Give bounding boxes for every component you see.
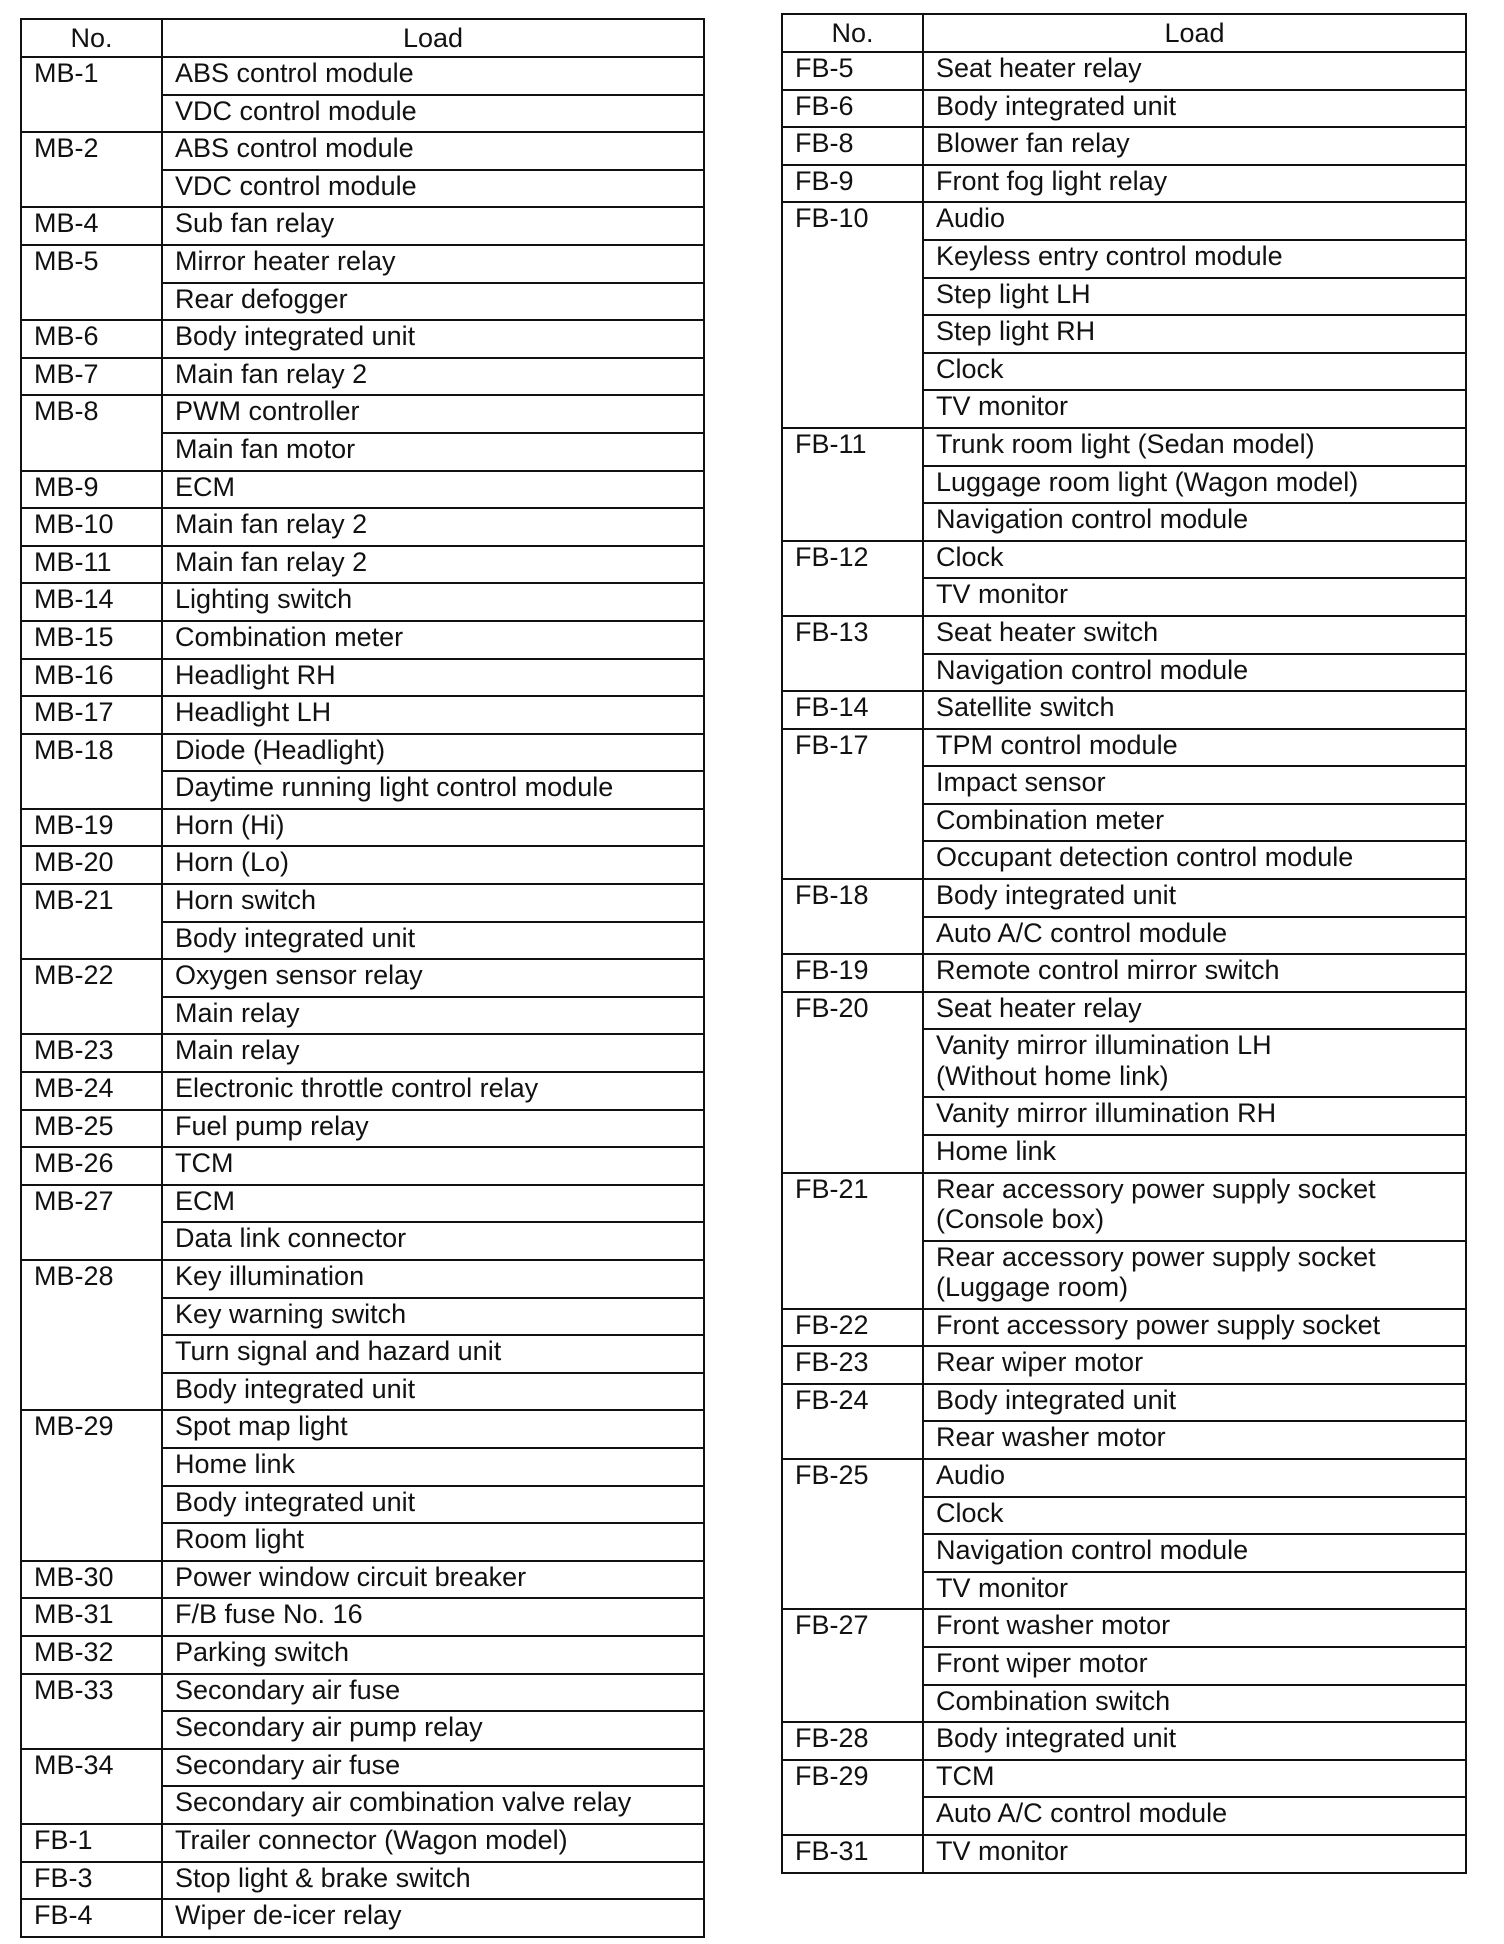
fuse-number: FB-27	[782, 1609, 923, 1722]
load-cell: Trunk room light (Sedan model)	[923, 428, 1466, 466]
table-row	[21, 1862, 704, 1900]
fuse-number: MB-34	[21, 1749, 162, 1824]
table-row	[782, 127, 1466, 165]
table-row	[782, 1309, 1466, 1347]
fuse-number: MB-14	[21, 583, 162, 621]
table-row	[782, 1346, 1466, 1384]
fuse-number: MB-22	[21, 959, 162, 1034]
table-row	[21, 809, 704, 847]
table-row	[21, 1598, 704, 1636]
fuse-number: MB-24	[21, 1072, 162, 1110]
load-cell: Fuel pump relay	[162, 1110, 704, 1148]
load-cell: Key warning switch	[162, 1298, 704, 1336]
load-cell: Vanity mirror illumination LH (Without home link)	[923, 1029, 1466, 1097]
load-cell: Clock	[923, 1497, 1466, 1535]
load-cell: Key illumination	[162, 1260, 704, 1298]
load-cell: Secondary air pump relay	[162, 1711, 704, 1749]
fuse-table-right	[781, 13, 1467, 1874]
table-row	[782, 90, 1466, 128]
load-cell: Home link	[923, 1135, 1466, 1173]
fuse-number: FB-12	[782, 541, 923, 616]
table-row	[782, 428, 1466, 466]
fuse-number: MB-4	[21, 207, 162, 245]
fuse-number: MB-26	[21, 1147, 162, 1185]
load-cell: Remote control mirror switch	[923, 954, 1466, 992]
table-row	[21, 1072, 704, 1110]
load-cell: Body integrated unit	[923, 90, 1466, 128]
fuse-number: MB-20	[21, 846, 162, 884]
fuse-number: FB-3	[21, 1862, 162, 1900]
load-cell: Main fan relay 2	[162, 508, 704, 546]
fuse-number: FB-18	[782, 879, 923, 954]
load-cell: Main fan relay 2	[162, 358, 704, 396]
load-cell: Front fog light relay	[923, 165, 1466, 203]
fuse-number: MB-33	[21, 1674, 162, 1749]
table-row	[21, 1749, 704, 1787]
load-cell: Combination switch	[923, 1685, 1466, 1723]
load-cell: Navigation control module	[923, 503, 1466, 541]
load-cell: Horn (Lo)	[162, 846, 704, 884]
fuse-number: MB-19	[21, 809, 162, 847]
load-cell: Combination meter	[162, 621, 704, 659]
table-row	[782, 992, 1466, 1030]
table-row	[21, 696, 704, 734]
header-load: Load	[923, 14, 1466, 52]
load-cell: TV monitor	[923, 1572, 1466, 1610]
fuse-number: MB-7	[21, 358, 162, 396]
load-cell: Navigation control module	[923, 1534, 1466, 1572]
header-no: No.	[21, 19, 162, 57]
load-cell: Power window circuit breaker	[162, 1561, 704, 1599]
fuse-number: MB-27	[21, 1185, 162, 1260]
load-cell: Blower fan relay	[923, 127, 1466, 165]
load-cell: Clock	[923, 541, 1466, 579]
load-cell: ECM	[162, 1185, 704, 1223]
header-no: No.	[782, 14, 923, 52]
load-cell: Wiper de-icer relay	[162, 1899, 704, 1937]
fuse-number: MB-1	[21, 57, 162, 132]
fuse-number: MB-11	[21, 546, 162, 584]
table-row	[21, 395, 704, 433]
table-row	[21, 1899, 704, 1937]
fuse-number: MB-21	[21, 884, 162, 959]
table-row	[782, 1173, 1466, 1241]
load-cell: Stop light & brake switch	[162, 1862, 704, 1900]
load-cell: VDC control module	[162, 95, 704, 133]
load-cell: TCM	[162, 1147, 704, 1185]
load-cell: Occupant detection control module	[923, 841, 1466, 879]
load-cell: Seat heater switch	[923, 616, 1466, 654]
fuse-number: MB-28	[21, 1260, 162, 1410]
table-row	[21, 245, 704, 283]
load-cell: Clock	[923, 353, 1466, 391]
load-cell: Electronic throttle control relay	[162, 1072, 704, 1110]
load-cell: Body integrated unit	[162, 1373, 704, 1411]
table-row	[21, 1260, 704, 1298]
fuse-table-left	[20, 18, 705, 1938]
load-cell: Secondary air fuse	[162, 1749, 704, 1787]
table-row	[782, 1722, 1466, 1760]
table-row	[782, 1384, 1466, 1422]
load-cell: Body integrated unit	[162, 922, 704, 960]
load-cell: Seat heater relay	[923, 52, 1466, 90]
table-row	[782, 1835, 1466, 1873]
table-row	[21, 1410, 704, 1448]
table-row	[21, 1034, 704, 1072]
fuse-number: FB-13	[782, 616, 923, 691]
load-cell: Horn switch	[162, 884, 704, 922]
load-cell: Room light	[162, 1523, 704, 1561]
fuse-number: MB-10	[21, 508, 162, 546]
fuse-number: FB-31	[782, 1835, 923, 1873]
table-row	[21, 1636, 704, 1674]
table-row	[782, 1609, 1466, 1647]
fuse-number: MB-5	[21, 245, 162, 320]
fuse-number: FB-6	[782, 90, 923, 128]
fuse-number: MB-9	[21, 471, 162, 509]
load-cell: ABS control module	[162, 57, 704, 95]
fuse-number: FB-23	[782, 1346, 923, 1384]
table-row	[21, 1561, 704, 1599]
table-row	[782, 616, 1466, 654]
load-cell: Headlight LH	[162, 696, 704, 734]
load-cell: Auto A/C control module	[923, 1797, 1466, 1835]
load-cell: Combination meter	[923, 804, 1466, 842]
load-cell: Vanity mirror illumination RH	[923, 1097, 1466, 1135]
fuse-number: MB-18	[21, 734, 162, 809]
table-row	[21, 508, 704, 546]
load-cell: VDC control module	[162, 170, 704, 208]
table-row	[782, 1760, 1466, 1798]
fuse-number: MB-29	[21, 1410, 162, 1560]
load-cell: Luggage room light (Wagon model)	[923, 466, 1466, 504]
load-cell: TV monitor	[923, 390, 1466, 428]
load-cell: Front washer motor	[923, 1609, 1466, 1647]
load-cell: Secondary air combination valve relay	[162, 1786, 704, 1824]
table-row	[21, 659, 704, 697]
fuse-number: MB-25	[21, 1110, 162, 1148]
fuse-number: MB-16	[21, 659, 162, 697]
load-cell: Secondary air fuse	[162, 1674, 704, 1712]
table-row	[782, 52, 1466, 90]
fuse-table-left-body	[21, 19, 704, 1937]
fuse-number: MB-23	[21, 1034, 162, 1072]
load-cell: TV monitor	[923, 1835, 1466, 1873]
table-row	[782, 954, 1466, 992]
load-cell: Front wiper motor	[923, 1647, 1466, 1685]
load-cell: Main fan relay 2	[162, 546, 704, 584]
table-row	[21, 959, 704, 997]
load-cell: ECM	[162, 471, 704, 509]
table-row	[782, 729, 1466, 767]
load-cell: Impact sensor	[923, 766, 1466, 804]
table-row	[782, 879, 1466, 917]
table-row	[21, 583, 704, 621]
table-row	[21, 1185, 704, 1223]
load-cell: F/B fuse No. 16	[162, 1598, 704, 1636]
load-cell: Data link connector	[162, 1222, 704, 1260]
load-cell: Home link	[162, 1448, 704, 1486]
load-cell: Diode (Headlight)	[162, 734, 704, 772]
fuse-table-right-body	[782, 14, 1466, 1873]
fuse-number: FB-25	[782, 1459, 923, 1609]
load-cell: Parking switch	[162, 1636, 704, 1674]
load-cell: Body integrated unit	[923, 1722, 1466, 1760]
table-row	[782, 691, 1466, 729]
load-cell: Body integrated unit	[162, 320, 704, 358]
load-cell: Body integrated unit	[162, 1486, 704, 1524]
fuse-number: FB-21	[782, 1173, 923, 1309]
header-load: Load	[162, 19, 704, 57]
load-cell: Spot map light	[162, 1410, 704, 1448]
load-cell: Seat heater relay	[923, 992, 1466, 1030]
fuse-number: MB-30	[21, 1561, 162, 1599]
load-cell: Rear accessory power supply socket (Luggage room)	[923, 1241, 1466, 1309]
load-cell: Turn signal and hazard unit	[162, 1335, 704, 1373]
load-cell: Sub fan relay	[162, 207, 704, 245]
table-row	[21, 884, 704, 922]
fuse-number: FB-11	[782, 428, 923, 541]
load-cell: Step light RH	[923, 315, 1466, 353]
load-cell: TPM control module	[923, 729, 1466, 767]
fuse-number: MB-2	[21, 132, 162, 207]
load-cell: TCM	[923, 1760, 1466, 1798]
table-row	[21, 1147, 704, 1185]
load-cell: Horn (Hi)	[162, 809, 704, 847]
table-row	[21, 207, 704, 245]
load-cell: Main relay	[162, 1034, 704, 1072]
fuse-number: FB-1	[21, 1824, 162, 1862]
load-cell: Step light LH	[923, 278, 1466, 316]
table-row	[21, 1674, 704, 1712]
fuse-number: FB-22	[782, 1309, 923, 1347]
load-cell: Body integrated unit	[923, 879, 1466, 917]
table-row	[21, 471, 704, 509]
fuse-number: FB-20	[782, 992, 923, 1173]
fuse-number: MB-17	[21, 696, 162, 734]
load-cell: Rear washer motor	[923, 1421, 1466, 1459]
fuse-number: MB-15	[21, 621, 162, 659]
load-cell: Rear defogger	[162, 283, 704, 321]
fuse-number: MB-8	[21, 395, 162, 470]
fuse-number: FB-29	[782, 1760, 923, 1835]
fuse-number: MB-31	[21, 1598, 162, 1636]
table-row	[21, 546, 704, 584]
fuse-number: FB-28	[782, 1722, 923, 1760]
load-cell: Main relay	[162, 997, 704, 1035]
fuse-number: FB-24	[782, 1384, 923, 1459]
fuse-number: FB-4	[21, 1899, 162, 1937]
load-cell: ABS control module	[162, 132, 704, 170]
header-row	[21, 19, 704, 57]
load-cell: Main fan motor	[162, 433, 704, 471]
fuse-number: FB-14	[782, 691, 923, 729]
load-cell: PWM controller	[162, 395, 704, 433]
fuse-number: FB-5	[782, 52, 923, 90]
load-cell: Rear wiper motor	[923, 1346, 1466, 1384]
table-row	[21, 358, 704, 396]
table-row	[21, 1110, 704, 1148]
table-row	[21, 132, 704, 170]
fuse-number: FB-10	[782, 202, 923, 428]
fuse-number: MB-6	[21, 320, 162, 358]
fuse-number: MB-32	[21, 1636, 162, 1674]
fuse-number: FB-17	[782, 729, 923, 879]
load-cell: Audio	[923, 1459, 1466, 1497]
table-row	[21, 734, 704, 772]
load-cell: Lighting switch	[162, 583, 704, 621]
header-row	[782, 14, 1466, 52]
load-cell: TV monitor	[923, 578, 1466, 616]
table-row	[21, 57, 704, 95]
load-cell: Audio	[923, 202, 1466, 240]
load-cell: Trailer connector (Wagon model)	[162, 1824, 704, 1862]
fuse-number: FB-19	[782, 954, 923, 992]
fuse-number: FB-8	[782, 127, 923, 165]
load-cell: Daytime running light control module	[162, 771, 704, 809]
table-row	[782, 202, 1466, 240]
load-cell: Front accessory power supply socket	[923, 1309, 1466, 1347]
table-row	[782, 1459, 1466, 1497]
table-row	[782, 165, 1466, 203]
load-cell: Mirror heater relay	[162, 245, 704, 283]
load-cell: Auto A/C control module	[923, 917, 1466, 955]
table-row	[21, 846, 704, 884]
load-cell: Rear accessory power supply socket (Console box)	[923, 1173, 1466, 1241]
load-cell: Keyless entry control module	[923, 240, 1466, 278]
table-row	[21, 1824, 704, 1862]
table-row	[21, 320, 704, 358]
load-cell: Navigation control module	[923, 654, 1466, 692]
table-row	[782, 541, 1466, 579]
table-row	[21, 621, 704, 659]
load-cell: Oxygen sensor relay	[162, 959, 704, 997]
load-cell: Satellite switch	[923, 691, 1466, 729]
fuse-number: FB-9	[782, 165, 923, 203]
load-cell: Body integrated unit	[923, 1384, 1466, 1422]
load-cell: Headlight RH	[162, 659, 704, 697]
